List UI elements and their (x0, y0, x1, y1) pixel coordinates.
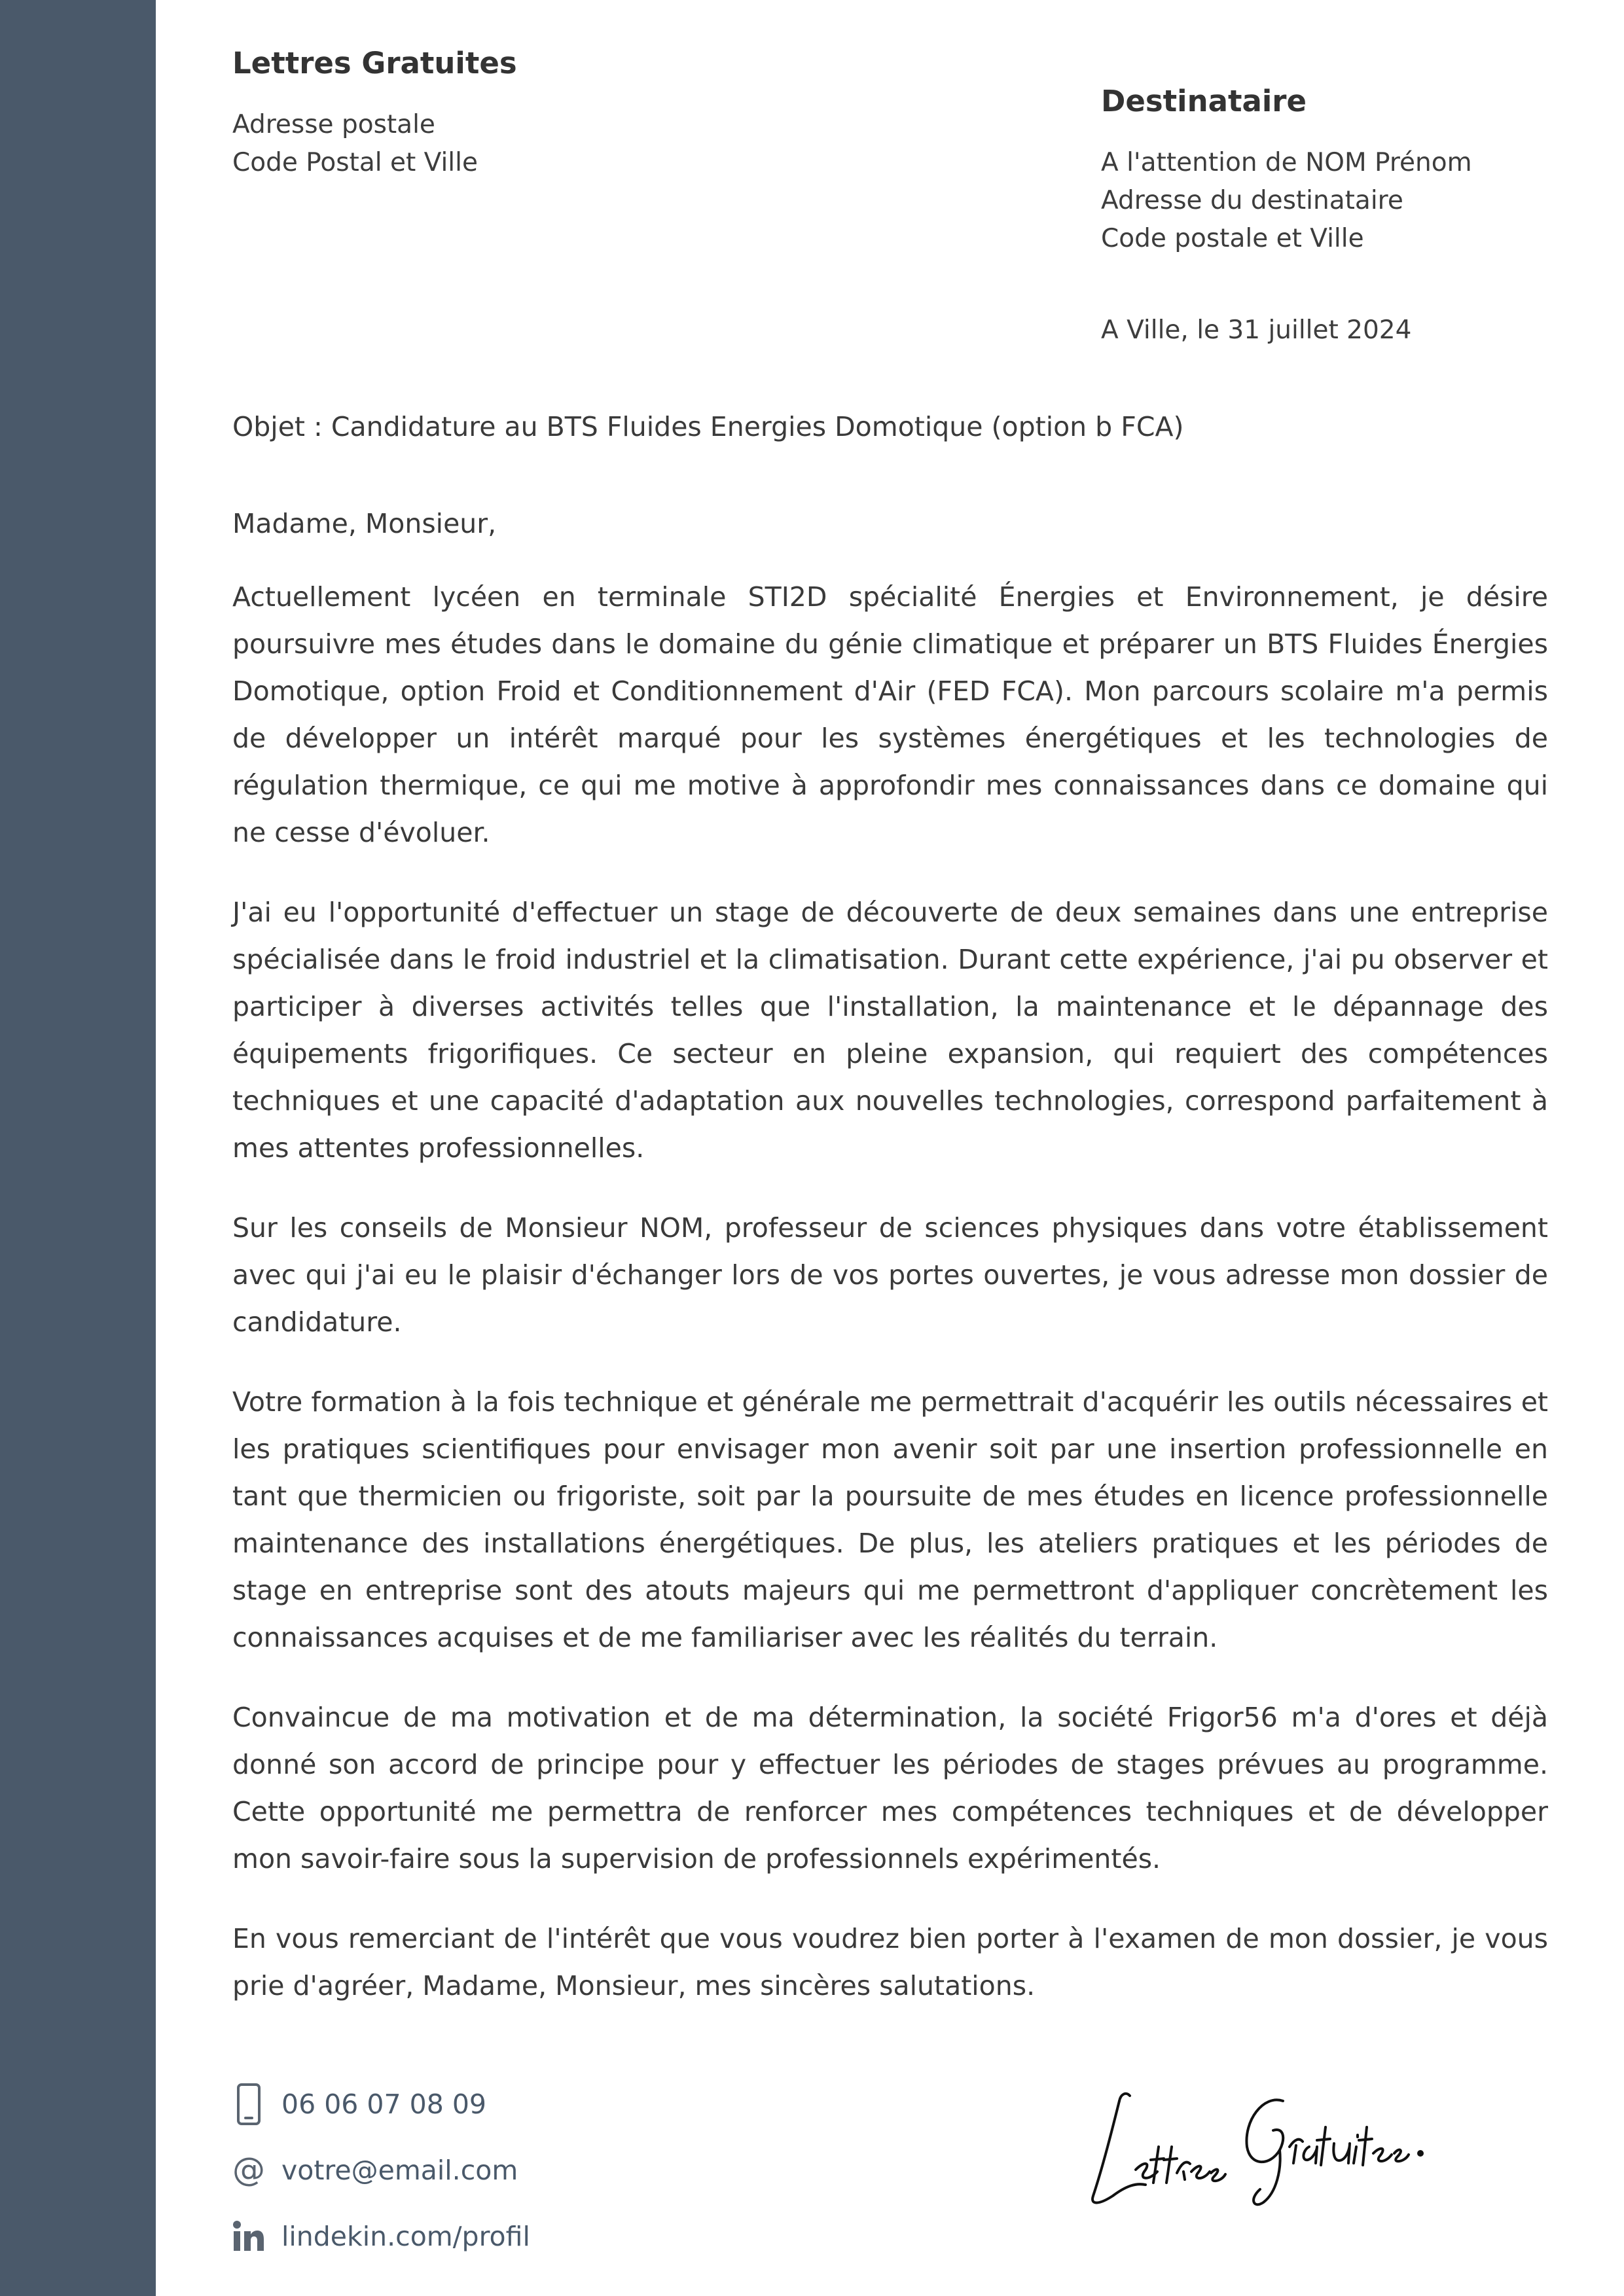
contact-email (229, 2147, 530, 2193)
letter-body (232, 500, 1548, 2042)
contact-list (229, 2081, 530, 2280)
signature-image (1074, 2055, 1466, 2225)
paragraph-6: En vous remerciant de l'intérêt que vous voudrez bien porter à l'examen de mon dossier, je vous prie d'agréer, Madame, Monsieur, mes sincères salutations. (232, 1923, 1548, 2001)
paragraph-5: Convaincue de ma motivation et de ma détermination, la société Frigor56 m'a d'ores et déjà donné son accord de principe pour y effectuer les périodes de stages prévues au programme. Cette opportunité me permettra de renforcer mes compétences techniques et de développer mon savoir-faire sous la supervision de professionnels expérimentés. (232, 1702, 1548, 1874)
svg-text:@: @ (232, 2153, 265, 2187)
at-icon (229, 2147, 268, 2193)
recipient-title: Destinataire (1101, 84, 1307, 118)
recipient-address: Adresse du destinataire (1101, 186, 1403, 215)
recipient-city: Code postale et Ville (1101, 224, 1364, 253)
sender-address-line2: Code Postal et Ville (232, 148, 478, 177)
paragraph-4: Votre formation à la fois technique et générale me permettrait d'acquérir les outils nécessaires et les pratiques scientifiques pour envisager mon avenir soit par une insertion professionnelle en tant que thermicien ou frigoriste, soit par la poursuite de mes études en licence professionnelle maintenance des installations énergétiques. De plus, les ateliers pratiques et les périodes de stage en entreprise sont des atouts majeurs qui me permettront d'appliquer concrètement les connaissances acquises et de me familiariser avec les réalités du terrain. (232, 1386, 1548, 1653)
letter-date: A Ville, le 31 juillet 2024 (1101, 315, 1412, 345)
email-address[interactable]: votre@email.com (281, 2155, 518, 2186)
letter-subject: Objet : Candidature au BTS Fluides Energies Domotique (option b FCA) (232, 411, 1184, 442)
phone-number: 06 06 07 08 09 (281, 2089, 486, 2120)
linkedin-icon (229, 2214, 268, 2259)
recipient-block (1101, 84, 1472, 258)
contact-phone (229, 2081, 530, 2127)
contact-linkedin (229, 2214, 530, 2259)
linkedin-url[interactable]: lindekin.com/profil (281, 2221, 530, 2252)
recipient-attention: A l'attention de NOM Prénom (1101, 148, 1472, 177)
sender-address-line1: Adresse postale (232, 110, 435, 139)
sender-block (232, 46, 517, 182)
paragraph-3: Sur les conseils de Monsieur NOM, professeur de sciences physiques dans votre établissement avec qui j'ai eu le plaisir d'échanger lors de vos portes ouvertes, je vous adresse mon dossier de candidature. (232, 1212, 1548, 1338)
sidebar-band (0, 0, 156, 2296)
phone-icon (229, 2081, 268, 2127)
paragraph-2: J'ai eu l'opportunité d'effectuer un stage de découverte de deux semaines dans une entreprise spécialisée dans le froid industriel et la climatisation. Durant cette expérience, j'ai pu observer et participer à diverses activités telles que l'installation, la maintenance et le dépannage des équipements frigorifiques. Ce secteur en pleine expansion, qui requiert des compétences techniques et une capacité d'adaptation aux nouvelles technologies, correspond parfaitement à mes attentes professionnelles. (232, 897, 1548, 1164)
paragraph-1: Actuellement lycéen en terminale STI2D spécialité Énergies et Environnement, je désire poursuivre mes études dans le domaine du génie climatique et préparer un BTS Fluides Énergies Domotique, option Froid et Conditionnement d'Air (FED FCA). Mon parcours scolaire m'a permis de développer un intérêt marqué pour les systèmes énergétiques et les technologies de régulation thermique, ce qui me motive à approfondir mes connaissances dans ce domaine qui ne cesse d'évoluer. (232, 581, 1548, 848)
salutation: Madame, Monsieur, (232, 508, 497, 539)
sender-name: Lettres Gratuites (232, 46, 517, 81)
